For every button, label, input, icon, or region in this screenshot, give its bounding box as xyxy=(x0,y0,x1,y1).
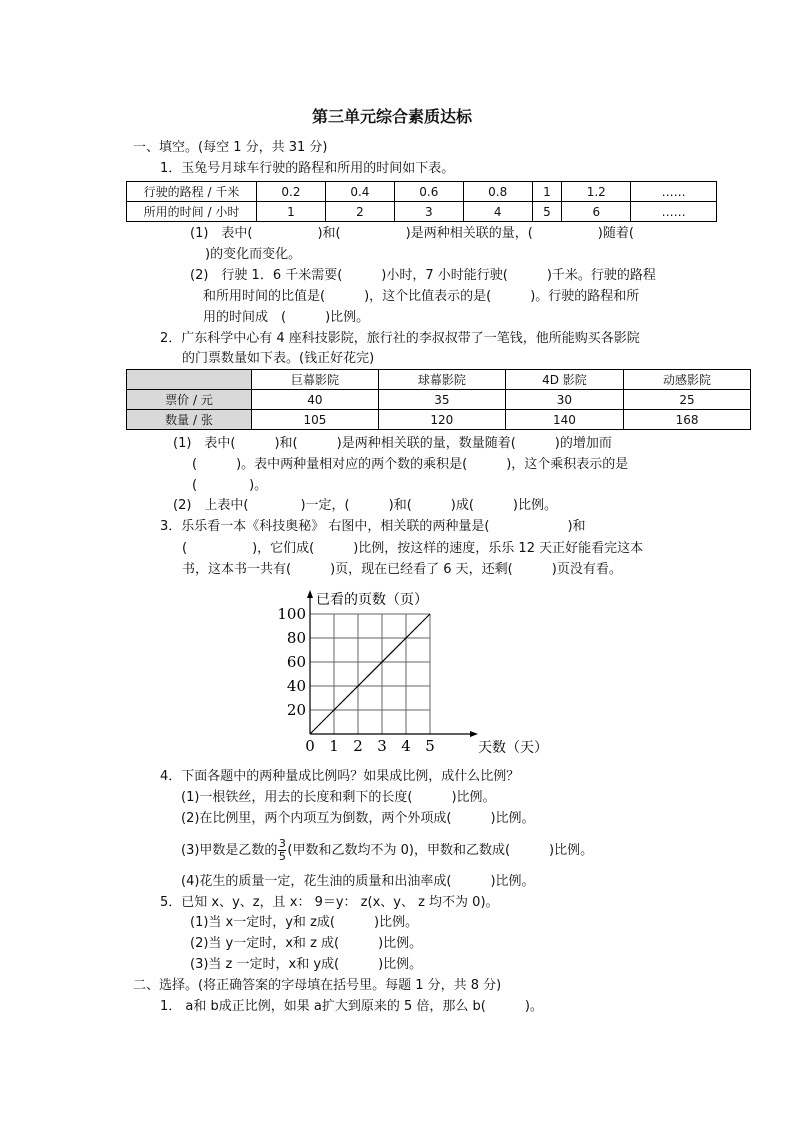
cell: 3 xyxy=(394,202,463,222)
q1-part1-line2: )的变化而变化。 xyxy=(205,247,302,262)
table-row xyxy=(127,370,751,390)
q2-part1-line3: ( )。 xyxy=(192,478,268,493)
cell: 168 xyxy=(624,410,751,430)
cell: 120 xyxy=(378,410,505,430)
x-tick-label: 4 xyxy=(401,737,411,755)
column-header: 巨幕影院 xyxy=(252,370,379,390)
y-tick-label: 60 xyxy=(286,653,306,671)
q2-intro-line1: 2．广东科学中心有 4 座科技影院，旅行社的李叔叔带了一笔钱，他所能购买各影院 xyxy=(160,331,640,346)
q5-item2: (2)当 y一定时，x和 z 成( )比例。 xyxy=(190,936,423,951)
corner-cell xyxy=(127,370,252,390)
fraction-denominator: 5 xyxy=(278,850,286,863)
fraction-numerator: 3 xyxy=(278,837,286,850)
y-tick-label: 80 xyxy=(286,629,306,647)
section-1-heading: 一、填空。(每空 1 分，共 31 分) xyxy=(133,140,328,155)
cell: 0.6 xyxy=(394,182,463,202)
chart-axes xyxy=(307,590,478,737)
q3-line2: ( )，它们成( )比例，按这样的速度，乐乐 12 天正好能看完这本 xyxy=(182,541,644,556)
q1-part2-line1: (2) 行驶 1．6 千米需要( )小时，7 小时能行驶( )千米。行驶的路程 xyxy=(190,268,656,283)
cell: 2 xyxy=(325,202,394,222)
fraction xyxy=(278,838,286,863)
cell: 0.2 xyxy=(257,182,326,202)
cell: 140 xyxy=(505,410,623,430)
q4-item2: (2)在比例里，两个内项互为倒数，两个外项成( )比例。 xyxy=(181,811,535,826)
q1-part2-line3: 用的时间成 ( )比例。 xyxy=(203,310,370,325)
q4-item3-pre: (3)甲数是乙数的 xyxy=(181,842,278,858)
cell: 35 xyxy=(378,390,505,410)
cell: 30 xyxy=(505,390,623,410)
cell: 1 xyxy=(257,202,326,222)
chart-series xyxy=(310,614,430,734)
pages-read-chart xyxy=(270,580,548,760)
q4-item3-post: (甲数和乙数均不为 0)，甲数和乙数成( )比例。 xyxy=(287,842,594,858)
q4-intro: 4．下面各题中的两种量成比例吗？如果成比例，成什么比例？ xyxy=(160,769,520,784)
x-tick-label: 2 xyxy=(353,737,363,755)
row-label: 所用的时间 / 小时 xyxy=(127,202,257,222)
column-header: 动感影院 xyxy=(624,370,751,390)
y-tick-label: 20 xyxy=(286,701,306,719)
q4-item4: (4)花生的质量一定，花生油的质量和出油率成( )比例。 xyxy=(181,874,535,889)
section-2-heading: 二、选择。(将正确答案的字母填在括号里。每题 1 分，共 8 分) xyxy=(133,978,502,993)
y-tick-label: 100 xyxy=(277,605,306,623)
cell: 1.2 xyxy=(562,182,631,202)
x-axis-title: 天数（天） xyxy=(478,740,548,756)
table-row xyxy=(127,202,717,222)
series-line xyxy=(310,614,430,734)
x-axis-arrow xyxy=(470,731,478,737)
s2-q1: 1． a和 b成正比例，如果 a扩大到原来的 5 倍，那么 b( )。 xyxy=(160,999,543,1014)
column-header: 4D 影院 xyxy=(505,370,623,390)
q4-item3 xyxy=(181,838,593,863)
page-title: 第三单元综合素质达标 xyxy=(312,107,473,126)
q1-intro: 1．玉兔号月球车行驶的路程和所用的时间如下表。 xyxy=(160,161,455,176)
cell: 5 xyxy=(532,202,562,222)
cell: 40 xyxy=(252,390,379,410)
x-tick-label: 1 xyxy=(329,737,339,755)
q3-line1: 3．乐乐看一本《科技奥秘》 右图中，相关联的两种量是( )和 xyxy=(160,519,586,534)
row-label: 数量 / 张 xyxy=(127,410,252,430)
q5-item1: (1)当 x一定时，y和 z成( )比例。 xyxy=(190,915,419,930)
cell: 6 xyxy=(562,202,631,222)
q3-line3: 书，这本书一共有( )页，现在已经看了 6 天，还剩( )页没有看。 xyxy=(182,562,622,577)
cinema-table xyxy=(126,369,751,430)
q1-part1-line1: (1) 表中( )和( )是两种相关联的量，( )随着( xyxy=(190,226,634,241)
y-axis-title: 已看的页数（页） xyxy=(316,592,428,608)
q2-intro-line2: 的门票数量如下表。(钱正好花完) xyxy=(182,351,375,366)
q4-item1: (1)一根铁丝，用去的长度和剩下的长度( )比例。 xyxy=(181,790,496,805)
cell: 4 xyxy=(463,202,532,222)
q2-part1-line2: ( )。表中两种量相对应的两个数的乘积是( )，这个乘积表示的是 xyxy=(192,457,629,472)
x-tick-label: 0 xyxy=(305,737,315,755)
q2-part2: (2) 上表中( )一定，( )和( )成( )比例。 xyxy=(173,498,557,513)
row-label: 票价 / 元 xyxy=(127,390,252,410)
cell: 0.8 xyxy=(463,182,532,202)
table-row xyxy=(127,390,751,410)
travel-table xyxy=(126,181,717,222)
table-row xyxy=(127,410,751,430)
x-tick-label: 3 xyxy=(377,737,387,755)
y-tick-label: 40 xyxy=(286,677,306,695)
cell: 105 xyxy=(252,410,379,430)
q1-part2-line2: 和所用时间的比值是( )，这个比值表示的是( )。行驶的路程和所 xyxy=(203,289,640,304)
cell: …… xyxy=(631,202,717,222)
q2-part1-line1: (1) 表中( )和( )是两种相关联的量，数量随着( )的增加而 xyxy=(173,436,612,451)
row-label: 行驶的路程 / 千米 xyxy=(127,182,257,202)
y-axis-arrow xyxy=(307,590,313,598)
q5-item3: (3)当 z 一定时，x和 y成( )比例。 xyxy=(190,957,423,972)
chart-labels xyxy=(277,591,548,756)
cell: 25 xyxy=(624,390,751,410)
cell: …… xyxy=(631,182,717,202)
cell: 1 xyxy=(532,182,562,202)
q5-intro: 5．已知 x、y、z，且 x： 9＝y： z(x、y、 z 均不为 0)。 xyxy=(160,895,499,910)
cell: 0.4 xyxy=(325,182,394,202)
table-row xyxy=(127,182,717,202)
x-tick-label: 5 xyxy=(425,737,435,755)
column-header: 球幕影院 xyxy=(378,370,505,390)
